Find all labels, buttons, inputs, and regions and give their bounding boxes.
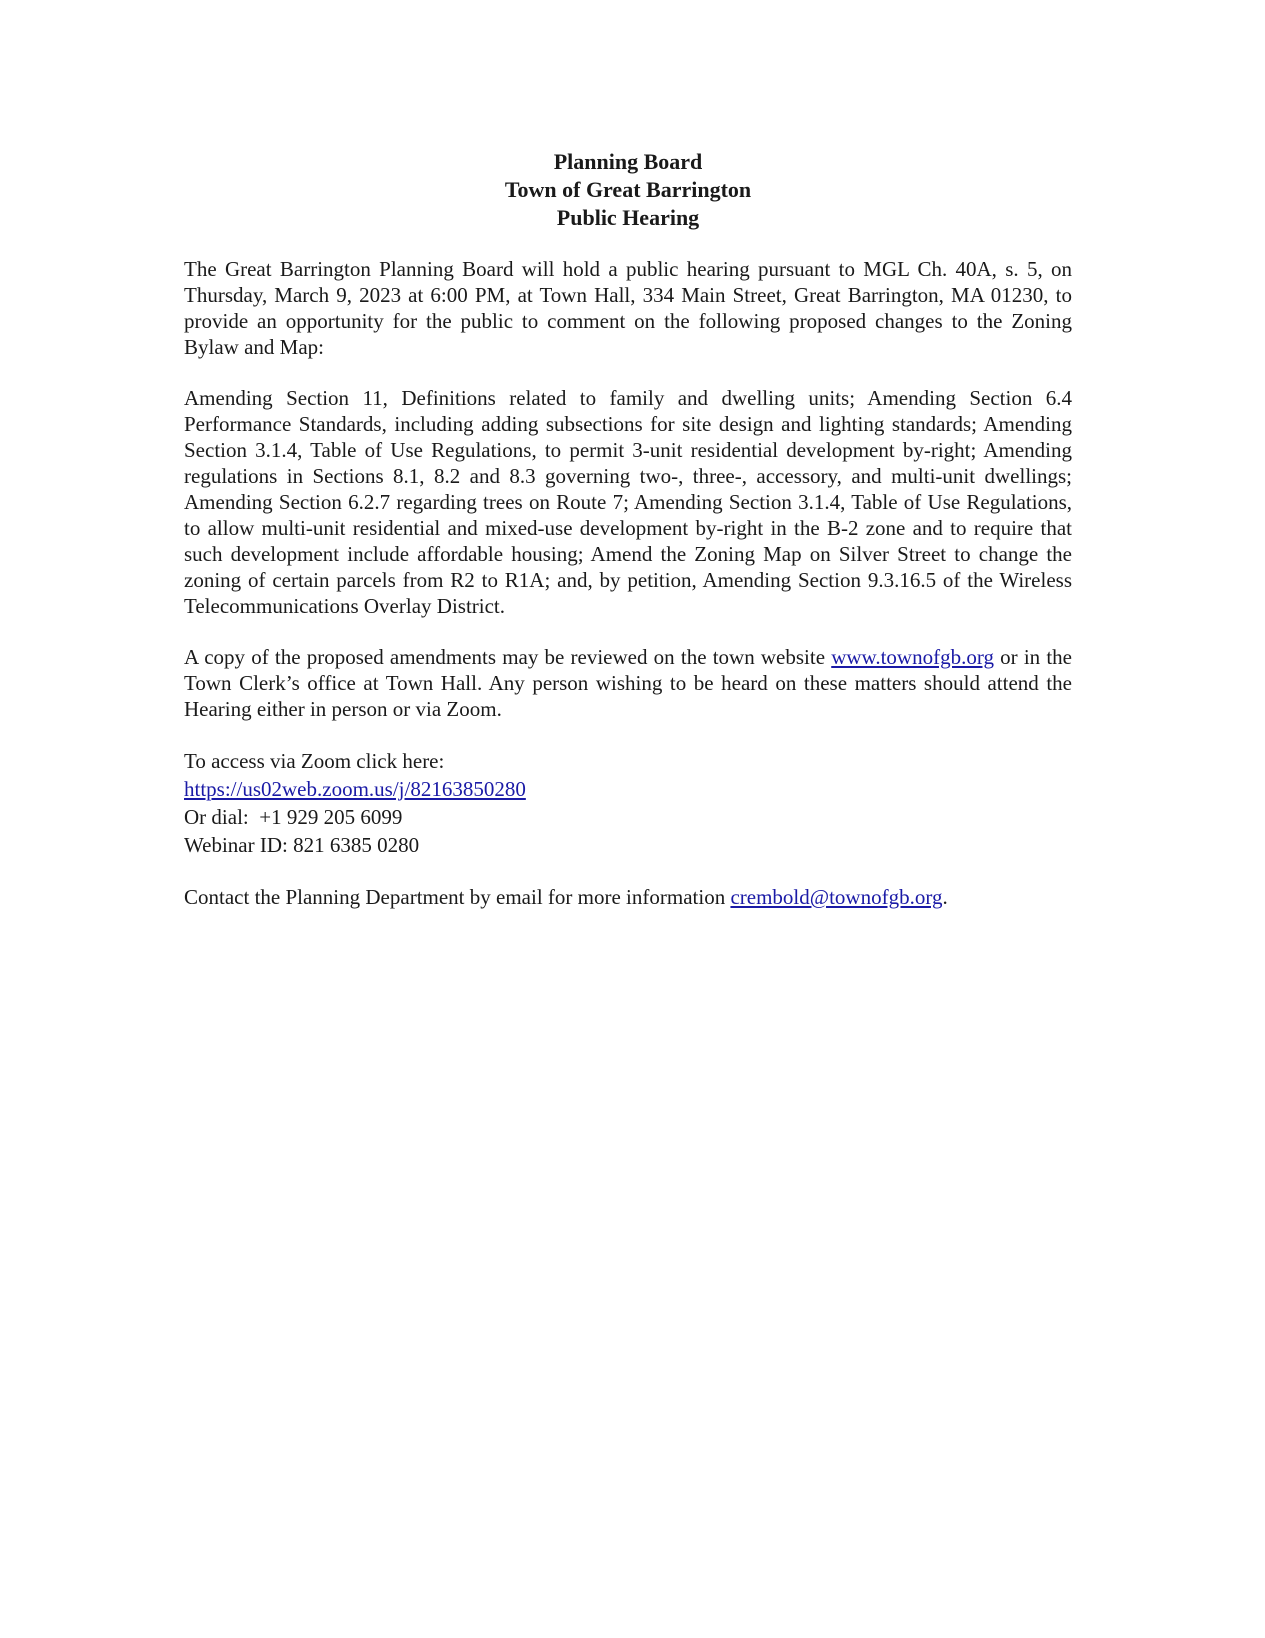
contact-email-link[interactable]: crembold@townofgb.org (730, 885, 943, 909)
header-town: Town of Great Barrington (504, 177, 752, 202)
zoom-dial: Or dial: +1 929 205 6099 (184, 805, 403, 829)
header-board: Planning Board (553, 149, 703, 174)
amendments-paragraph: Amending Section 11, Definitions related to family and dwelling units; Amending Section 6.4 Performance Standards, including adding subsections for site design and lighting standards; Amending Section 3.1.4, Table of Use Regulations, to permit 3-unit residential development by-right; Amending regulations in Sections 8.1, 8.2 and 8.3 governing two-, three-, accessory, and multi-unit dwellings; Amending Section 6.2.7 regarding trees on Route 7; Amending Section 3.1.4, Table of Use Regulations, to allow multi-unit residential and mixed-use development by-right in the B-2 zone and to require that such development include affordable housing; Amend the Zoning Map on Silver Street to change the zoning of certain parcels from R2 to R1A; and, by petition, Amending Section 9.3.16.5 of the Wireless Telecommunications Overlay District. (184, 386, 1072, 618)
contact-text: Contact the Planning Department by email for more information (184, 885, 731, 909)
zoom-link[interactable]: https://us02web.zoom.us/j/82163850280 (184, 777, 526, 801)
review-paragraph (184, 644, 1072, 722)
zoom-webinar-id: Webinar ID: 821 6385 0280 (184, 833, 420, 857)
review-text-after: or in the Town Clerk’s office at Town Hall. Any person wishing to be heard on these matters should attend the Hearing either in person or via Zoom. (184, 645, 1072, 721)
review-text-before: A copy of the proposed amendments may be reviewed on the town website (184, 645, 832, 669)
town-website-link[interactable]: www.townofgb.org (831, 645, 994, 669)
zoom-intro: To access via Zoom click here: (184, 749, 445, 773)
contact-period: . (942, 885, 948, 909)
header-hearing: Public Hearing (556, 205, 700, 230)
document-header (184, 148, 1072, 232)
contact-paragraph (184, 884, 1072, 910)
document-page (184, 148, 1072, 935)
hearing-notice-paragraph: The Great Barrington Planning Board will hold a public hearing pursuant to MGL Ch. 40A, s. 5, on Thursday, March 9, 2023 at 6:00 PM, at Town Hall, 334 Main Street, Great Barrington, MA 01230, to provide an opportunity for the public to comment on the following proposed changes to the Zoning Bylaw and Map: (184, 257, 1072, 359)
zoom-access-block (184, 747, 1072, 859)
